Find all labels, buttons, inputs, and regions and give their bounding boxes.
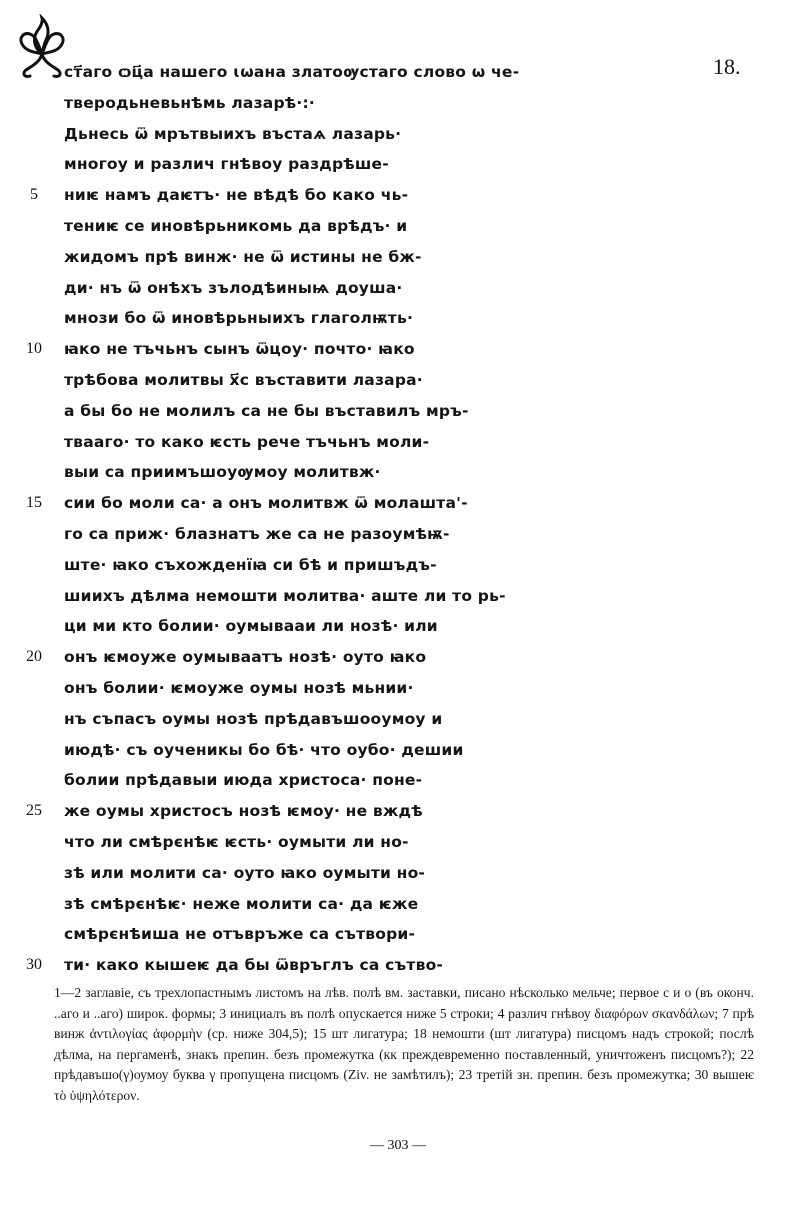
sheet-number: 18. xyxy=(713,54,741,79)
trefoil-initial-ornament xyxy=(14,14,70,80)
page-number: — 303 — xyxy=(370,1138,426,1153)
text-line: болии прѣдавыи июда христоса· поне- xyxy=(64,771,423,789)
text-line: зѣ или молити са· оуто ꙗко оумыти но- xyxy=(64,864,426,882)
line-number: 20 xyxy=(26,648,42,665)
text-line: шиихъ дѣлма немошти молитва· аште ли то рь- xyxy=(64,587,506,605)
text-line: ꙗко не тъчьнъ сынъ ѿцоу· почто· ꙗко xyxy=(64,340,415,358)
footnotes: 1—2 заглавіе, съ трехлопастнымъ листомъ на лѣв. полѣ вм. заставки, писано нѣсколько мельче; первое с и о (въ оконч. ..аго и ..аго) широк. формы; 3 инициалъ въ полѣ опускается ниже 5 строки; 4 различ гнѣвоу διαφόρων σκανδάλων; 7 прѣ винж ἀντιλογίας ἀφορμὴν (ср. ниже 304,5); 15 шт лигатура; 18 немошти (шт лигатура) писцомъ надъ строкой; послѣ дѣлма, на пергаменѣ, знакъ препин. безъ промежутка (кк преждевременно поставленный, уничтоженъ писцомъ?); 22 прѣдавъшо(γ)оумоу буква γ пропущена писцомъ (Ziv. не замѣтилъ); 23 третій зн. препин. безъ промежутка; 30 вышеѥ τὸ ὑψηλότερον. xyxy=(54,985,754,1103)
line-number: 30 xyxy=(26,956,42,973)
text-line: твааго· то како ѥсть рече тъчьнъ моли- xyxy=(64,433,430,451)
text-line: ди· нъ ѿ онѣхъ зълодѣиныѩ доуша· xyxy=(64,279,403,297)
text-line: июдѣ· съ оученикы бо бѣ· что оубо· дешии xyxy=(64,741,464,759)
text-line: онъ болии· ѥмоуже оумы нозѣ мьнии· xyxy=(64,679,414,697)
text-line: а бы бо не молилъ са не бы въставилъ мръ- xyxy=(64,402,469,420)
text-line: многоу и различ гнѣвоу раздрѣше- xyxy=(64,155,389,173)
text-line: ниѥ намъ даѥтъ· не вѣдѣ бо како чь- xyxy=(64,186,409,204)
text-line: ци ми кто болии· оумывааи ли нозѣ· или xyxy=(64,617,438,635)
text-line: тениѥ се иновѣрьникомь да врѣдъ· и xyxy=(64,217,408,235)
text-line: мнози бо ѿ иновѣрьныихъ глаголѭть· xyxy=(64,309,414,327)
text-line: ти· како кышеѥ да бы ѿвръглъ са сътво- xyxy=(64,956,444,974)
text-line: онъ ѥмоуже оумываатъ нозѣ· оуто ꙗко xyxy=(64,648,427,666)
text-line: выи са приимъшоуѹмоу молитвж· xyxy=(64,463,381,481)
text-line: трѣбова молитвы х҃с въставити лазара· xyxy=(64,371,423,389)
text-line: сии бо моли са· а онъ молитвж ѿ молашта'- xyxy=(64,494,468,512)
text-line: же оумы христосъ нозѣ ѥмоу· не вждѣ xyxy=(64,802,423,820)
line-number: 10 xyxy=(26,340,42,357)
line-number: 25 xyxy=(26,802,42,819)
text-line: го са приж· блазнатъ же са не разоумѣѭ- xyxy=(64,525,450,543)
text-line: ст҃аго ѻц҃а нашего ꙇѡана златоѹстаго слово ѡ че- xyxy=(64,63,520,81)
text-line: Дьнесь ѿ мрътвыихъ въстаѧ лазарь· xyxy=(64,125,402,143)
text-line: нъ съпасъ оумы нозѣ прѣдавъшооумоу и xyxy=(64,710,443,728)
text-line: ште· ꙗко съхожденїꙗ си бѣ и пришъдъ- xyxy=(64,556,437,574)
text-line: жидомъ прѣ винж· не ѿ истины не бж- xyxy=(64,248,422,266)
line-number: 15 xyxy=(26,494,42,511)
text-line: тверодьневьнѣмь лазарѣ·:· xyxy=(64,94,315,112)
line-number: 5 xyxy=(30,186,38,203)
text-line: смѣрєнѣиша не отъвръже са сътвори- xyxy=(64,925,416,943)
text-line: зѣ смѣрєнѣѥ· неже молити са· да ѥже xyxy=(64,895,419,913)
text-line: что ли смѣрєнѣѥ ѥсть· оумыти ли но- xyxy=(64,833,409,851)
